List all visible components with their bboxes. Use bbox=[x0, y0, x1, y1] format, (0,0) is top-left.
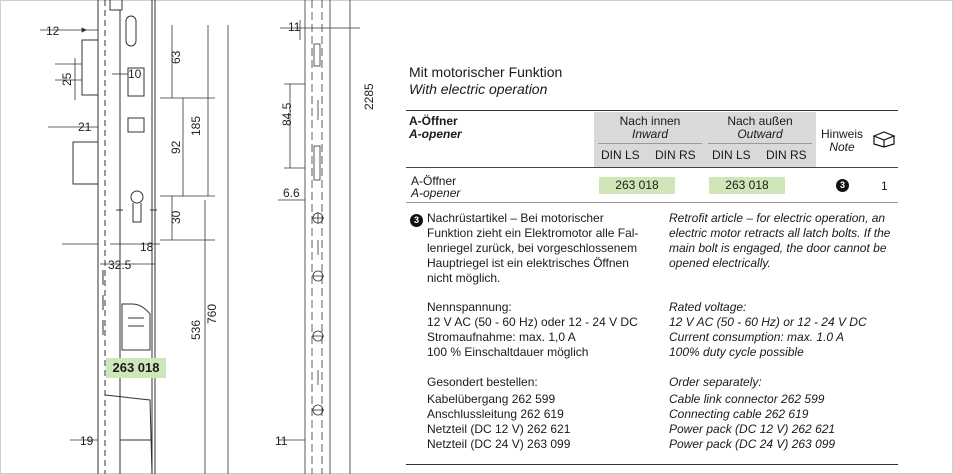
header-din-ls-inward: DIN LS bbox=[601, 148, 640, 162]
header-bottom-rule bbox=[406, 167, 898, 168]
dim-536: 536 bbox=[189, 319, 203, 340]
specs-de-line: 12 V AC (50 - 60 Hz) oder 12 - 24 V DC bbox=[427, 315, 638, 329]
header-note-en: Note bbox=[829, 140, 855, 154]
header-outward-de: Nach außen bbox=[727, 114, 793, 128]
specs-en-line: 100% duty cycle possible bbox=[669, 345, 804, 359]
note-en bbox=[669, 211, 890, 271]
dim-11-top: 11 bbox=[288, 20, 301, 34]
dim-18: 18 bbox=[140, 240, 154, 254]
header-inward-de: Nach innen bbox=[619, 114, 681, 128]
note-marker: 3 bbox=[410, 214, 423, 227]
dim-185: 185 bbox=[189, 115, 203, 136]
header-inward-en: Inward bbox=[631, 127, 669, 141]
specs-en-title: Rated voltage: bbox=[669, 300, 747, 314]
specs-en-line: 12 V AC (50 - 60 Hz) or 12 - 24 V DC bbox=[669, 315, 867, 329]
dim-760: 760 bbox=[205, 303, 219, 324]
header-sub-rule-outward bbox=[708, 143, 812, 144]
order-en-line: Connecting cable 262 619 bbox=[669, 407, 809, 421]
specs-en bbox=[669, 300, 867, 360]
dim-12: 12 bbox=[46, 24, 60, 38]
order-de-line: Kabelübergang 262 599 bbox=[427, 392, 556, 406]
dim-30: 30 bbox=[169, 210, 183, 224]
header-outward-en: Outward bbox=[737, 127, 783, 141]
order-en-line: Cable link connector 262 599 bbox=[669, 392, 825, 406]
order-en-line: Power pack (DC 24 V) 263 099 bbox=[669, 437, 836, 451]
specs-en-line: Current consumption: max. 1.0 A bbox=[669, 330, 844, 344]
note-en-line: Retrofit article – for electric operation, an bbox=[669, 211, 886, 225]
row-outward-value: 263 018 bbox=[709, 177, 785, 194]
row-bottom-rule bbox=[406, 202, 898, 203]
dim-11-bottom: 11 bbox=[275, 434, 288, 448]
note-de-line: Nachrüstartikel – Bei motorischer bbox=[427, 211, 604, 225]
specs-de-line: Stromaufnahme: max. 1,0 A bbox=[427, 330, 576, 344]
order-de-line: Netzteil (DC 12 V) 262 621 bbox=[427, 422, 571, 436]
note-de bbox=[427, 211, 638, 286]
drawing-part-number: 263 018 bbox=[106, 358, 166, 378]
dim-84-5: 84.5 bbox=[280, 102, 294, 126]
page-bottom-rule bbox=[406, 464, 898, 465]
note-de-line: nicht möglich. bbox=[427, 271, 501, 285]
header-din-rs-inward: DIN RS bbox=[655, 148, 696, 162]
row-inward-value: 263 018 bbox=[599, 177, 675, 194]
dim-25: 25 bbox=[60, 72, 74, 86]
order-en-title: Order separately: bbox=[669, 375, 762, 389]
dim-10: 10 bbox=[128, 67, 142, 81]
row-label-en: A-opener bbox=[411, 186, 461, 200]
dim-19: 19 bbox=[80, 434, 94, 448]
specs-de bbox=[427, 300, 638, 360]
order-de-title: Gesondert bestellen: bbox=[427, 375, 538, 389]
dim-21: 21 bbox=[78, 120, 92, 134]
header-din-rs-outward: DIN RS bbox=[766, 148, 807, 162]
note-de-line: Funktion zieht ein Elektromotor alle Fal- bbox=[427, 226, 639, 240]
header-left-de: A-Öffner bbox=[409, 114, 458, 128]
note-de-line: lenriegel zurück, bei vorgeschlossenem bbox=[427, 241, 638, 255]
order-de-line: Netzteil (DC 24 V) 263 099 bbox=[427, 437, 571, 451]
row-note-marker: 3 bbox=[836, 179, 849, 192]
specs-de-line: 100 % Einschaltdauer möglich bbox=[427, 345, 589, 359]
dim-32-5: 32.5 bbox=[108, 258, 132, 272]
order-de-line: Anschlussleitung 262 619 bbox=[427, 407, 564, 421]
section-title-en: With electric operation bbox=[409, 81, 548, 97]
header-left-en: A-opener bbox=[409, 127, 462, 141]
specs-de-title: Nennspannung: bbox=[427, 300, 512, 314]
dim-92: 92 bbox=[169, 140, 183, 154]
dim-6-6: 6.6 bbox=[283, 186, 300, 200]
note-en-line: electric motor retracts all latch bolts. If the bbox=[669, 226, 891, 240]
row-label-de: A-Öffner bbox=[411, 174, 457, 188]
section-title-de: Mit motorischer Funktion bbox=[409, 64, 563, 80]
order-de bbox=[427, 375, 570, 452]
note-en-line: opened electrically. bbox=[669, 256, 771, 270]
table-top-rule bbox=[406, 110, 898, 111]
package-icon bbox=[872, 130, 896, 148]
row-quantity: 1 bbox=[881, 179, 888, 193]
header-din-ls-outward: DIN LS bbox=[712, 148, 751, 162]
dim-2285: 2285 bbox=[362, 83, 376, 110]
header-sub-rule-inward bbox=[598, 143, 702, 144]
order-en-line: Power pack (DC 12 V) 262 621 bbox=[669, 422, 836, 436]
header-note-de: Hinweis bbox=[820, 127, 863, 141]
note-en-line: main bolt is engaged, the door cannot be bbox=[669, 241, 887, 255]
order-en bbox=[669, 375, 835, 452]
note-de-line: Hauptriegel ist ein elektrisches Öffnen bbox=[427, 256, 629, 270]
technical-drawing bbox=[0, 0, 395, 474]
dim-63: 63 bbox=[169, 50, 183, 64]
